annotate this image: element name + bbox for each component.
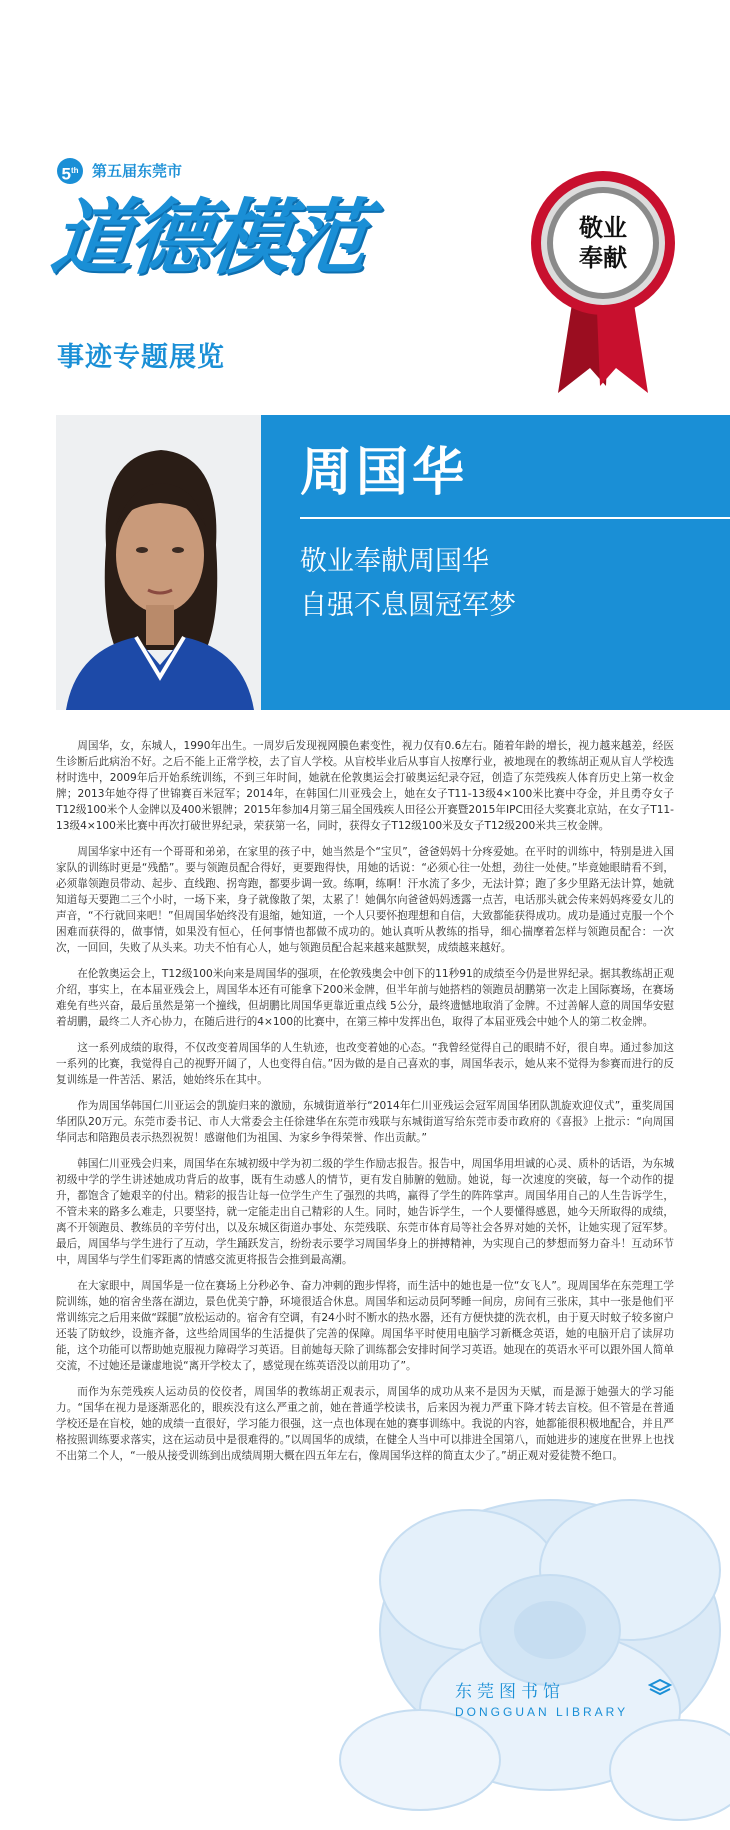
main-title: 道德模范 <box>46 190 370 286</box>
article-body <box>56 738 674 1474</box>
article-paragraph: 韩国仁川亚残会归来，周国华在东城初级中学为初二级的学生作励志报告。报告中，周国华用坦诚的心灵、质朴的话语，为东城初级中学的学生讲述她成功背后的故事，既有生动感人的情节，更有发自肺腑的勉励。她说，每一次速度的突破，每一个动作的提升，都饱含了她艰辛的付出。精彩的报告让每一位学生产生了强烈的共鸣，赢得了学生的阵阵掌声。周国华用自己的人生告诉学生，不管未来的路多么难走，只要坚持，就一定能走出自己精彩的人生。同时，她告诉学生，一个人要懂得感恩，她今天所取得的成绩，离不开领跑员、教练员的辛劳付出，以及东城区街道办事处、东莞残联、东莞市体育局等社会各界对她的关怀，让她实现了冠军梦。最后，周国华与学生进行了互动，学生踊跃发言，纷纷表示要学习周国华身上的拼搏精神，为实现自己的梦想而努力奋斗！互动环节中，周国华与学生们零距离的情感交流更将报告会推到最高潮。 <box>56 1158 674 1266</box>
slogan <box>300 540 516 628</box>
article-paragraph: 这一系列成绩的取得，不仅改变着周国华的人生轨迹，也改变着她的心态。“我曾经觉得自己的眼睛不好，很自卑。通过参加这一系列的比赛，我觉得自己的视野开阔了，人也变得自信。”因为做的是自己喜欢的事，周国华表示，她从来不觉得为参赛而进行的反复训练是一件苦活、累活，她始终乐在其中。 <box>56 1042 674 1086</box>
article-paragraph: 作为周国华韩国仁川亚运会的凯旋归来的激励，东城街道举行“2014年仁川亚残运会冠军周国华团队凯旋欢迎仪式”，重奖周国华团队20万元。东莞市委书记、市人大常委会主任徐建华在东莞市残联与东城街道写给东莞市委市政府的《喜报》上批示：“向周国华同志和陪跑员表示热烈祝贺！感谢他们为祖国、为家乡争得荣誉、作出贡献。” <box>56 1100 674 1144</box>
exhibition-subtitle: 事迹专题展览 <box>57 342 225 373</box>
article-paragraph: 而作为东莞残疾人运动员的佼佼者，周国华的教练胡正观表示，周国华的成功从来不是因为天赋，而是源于她强大的学习能力。“国华在视力是逐渐恶化的，眼疾没有这么严重之前，她在普通学校读书，后来因为视力严重下降才转去盲校。但不管是在普通学校还是在盲校，她的成绩一直很好，学习能力很强，这一点也体现在她的赛事训练中。我说的内容，她都能很积极地配合，并且严格按照训练要求落实，这在运动员中是很难得的。”以周国华的成绩，在健全人当中可以排进全国第八，而她进步的速度在世界上也找不出第二个人，“一般从接受训练到出成绩周期大概在四五年左右，像周国华这样的简直太少了。”胡正观对爱徒赞不绝口。 <box>56 1386 674 1462</box>
library-name-en: DONGGUAN LIBRARY <box>455 1705 629 1719</box>
portrait-illustration <box>56 415 261 710</box>
article-paragraph: 周国华家中还有一个哥哥和弟弟，在家里的孩子中，她当然是个“宝贝”，爸爸妈妈十分疼爱她。在平时的训练中，特别是进入国家队的训练时更是“残酷”。要与领跑员配合得好，更要跑得快，用她的话说：“必须心往一处想，劲往一处使。”毕竟她眼睛看不到，必须靠领跑员带动、起步、直线跑、拐弯跑，都要步调一致。练啊，练啊！汗水流了多少，无法计算；跑了多少里路无法计算，她就知道每天要跑二三个小时，一场下来，身子就像散了架，太累了！她偶尔向爸爸妈妈透露一点苦，电话那头就会传来妈妈疼爱女儿的声音，“不行就回来吧！”但周国华始终没有退缩，她知道，一个人只要怀抱理想和自信，大致都能获得成功。成功是通过克服一个个困难而获得的，做事情，如果没有恒心，任何事情也都做不成功的。她认真听从教练的指导，细心揣摩着怎样与领跑员配合：一次次，一回回，失败了从头来。功夫不怕有心人，她与领跑员配合起来越来越默契，成绩越来越好。 <box>56 846 674 954</box>
portrait-photo <box>56 415 261 710</box>
slogan-line-2: 自强不息圆冠军梦 <box>300 590 516 621</box>
slogan-line-1: 敬业奉献周国华 <box>300 546 489 577</box>
edition-label: 第五届东莞市 <box>92 162 183 180</box>
article-paragraph: 在伦敦奥运会上，T12级100米向来是周国华的强项，在伦敦残奥会中创下的11秒91的成绩至今仍是世界纪录。据其教练胡正观介绍，事实上，在本届亚残会上，周国华本还有可能拿下200米金牌，但半年前与她搭档的领跑员胡鹏第一次走上国际赛场，在赛场难免有些兴奋，最后虽然是第一个撞线，但胡鹏比周国华更靠近重点线 5公分，最终遗憾地取消了金牌。不过善解人意的周国华安慰着胡鹏，最终二人齐心协力，在随后进行的4×100的比赛中，在第三棒中发挥出色，取得了本届亚残会中她个人的第二枚金牌。 <box>56 968 675 1028</box>
article-paragraph: 在大家眼中，周国华是一位在赛场上分秒必争、奋力冲刺的跑步悍将，而生活中的她也是一位“女飞人”。现周国华在东莞理工学院训练，她的宿舍坐落在湖边，景色优美宁静，环境很适合休息。周国华和运动员阿琴睡一间房，房间有三张床，其中一张是他们平常训练完之后用来做“踩腿”放松运动的。宿舍有空调，有24小时不断水的热水器，还有方便快捷的洗衣机，由于夏天时蚊子较多窗户还装了防蚊纱，设施齐备，这些给周国华的生活提供了完善的保障。周国华平时使用电脑学习新概念英语，她的电脑开启了读屏功能，这个功能可以帮助她克服视力障碍学习英语。目前她每天除了训练都会安排时间学习英语。她现在的英语水平可以跟外国人简单交流，不过她还是谦虚地说“离开学校太了，感觉现在练英语没以前用功了”。 <box>56 1280 674 1372</box>
library-name-cn: 东莞图书馆 <box>455 1682 565 1702</box>
medal-label-line2: 奉献 <box>579 244 627 272</box>
person-name: 周国华 <box>300 443 469 503</box>
edition-number-badge: 5th <box>57 158 83 184</box>
name-divider <box>300 517 730 519</box>
medal-ribbon-icon <box>528 168 678 398</box>
library-brand <box>455 1677 665 1719</box>
article-paragraph: 周国华，女，东城人，1990年出生。一周岁后发现视网膜色素变性，视力仅有0.6左右。随着年龄的增长，视力越来越差，经医生诊断后此病治不好。之后不能上正常学校，去了盲人学校。从盲校毕业后从事盲人按摩行业，被地现在的教练胡正观从盲人学校选材时选中，2009年后开始系统训练，不到三年时间，她就在伦敦奥运会打破奥运纪录夺冠，创造了东莞残疾人体育历史上第一枚金牌；2013年她夺得了世锦赛百米冠军；2014年，在韩国仁川亚残会上，她在女子T11-13级4×100米比赛中夺金，并且勇夺女子T12级100米个人金牌以及400米银牌；2015年参加4月第三届全国残疾人田径公开赛暨2015年IPC田径大奖赛北京站，在女子T11-13级4×100米比赛中再次打破世界纪录，荣获第一名，同时，获得女子T12级100米及女子T12级200米共三枚金牌。 <box>56 740 674 832</box>
medal-label-line1: 敬业 <box>579 214 627 242</box>
library-logo-icon <box>648 1677 672 1697</box>
